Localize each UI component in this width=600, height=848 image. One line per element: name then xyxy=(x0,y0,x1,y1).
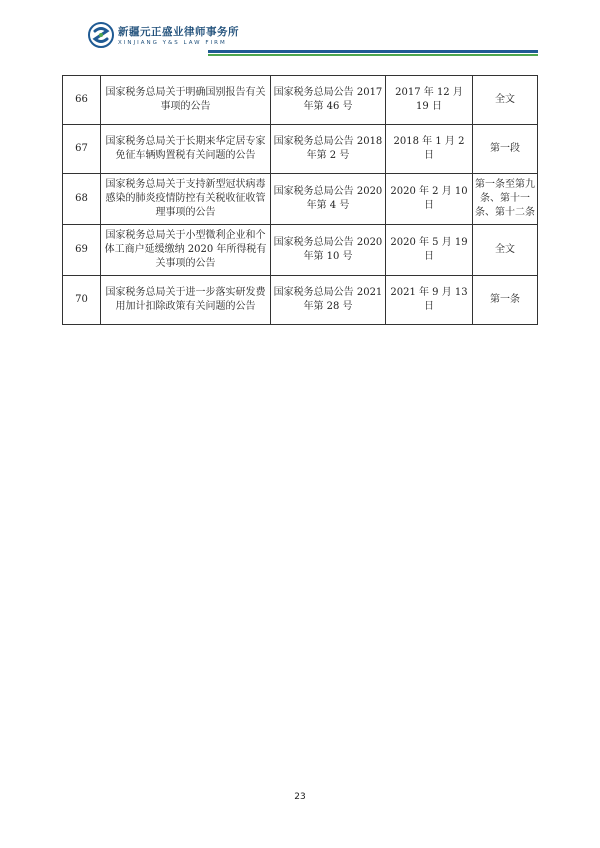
table-row xyxy=(63,125,538,174)
repeal-scope: 第一条 xyxy=(473,276,538,325)
table-row xyxy=(63,174,538,225)
row-number: 70 xyxy=(63,276,101,325)
brand-name-cn: 新疆元正盛业律师事务所 xyxy=(118,26,239,38)
row-number: 68 xyxy=(63,174,101,225)
issue-date: 2020 年 2 月 10 日 xyxy=(386,174,473,225)
header-rule-green xyxy=(208,54,538,56)
repeal-scope: 第一段 xyxy=(473,125,538,174)
document-number: 国家税务总局公告 2020 年第 4 号 xyxy=(271,174,386,225)
document-title: 国家税务总局关于支持新型冠状病毒感染的肺炎疫情防控有关税收征收管理事项的公告 xyxy=(101,174,271,225)
brand-name-en: XINJIANG Y&S LAW FIRM xyxy=(118,40,227,46)
issue-date: 2017 年 12 月 19 日 xyxy=(386,76,473,125)
document-number: 国家税务总局公告 2020 年第 10 号 xyxy=(271,225,386,276)
table-row xyxy=(63,276,538,325)
document-title: 国家税务总局关于进一步落实研发费用加计扣除政策有关问题的公告 xyxy=(101,276,271,325)
document-title: 国家税务总局关于小型微利企业和个体工商户延缓缴纳 2020 年所得税有关事项的公告 xyxy=(101,225,271,276)
table-row xyxy=(63,76,538,125)
law-firm-logo-icon xyxy=(88,22,114,48)
document-number: 国家税务总局公告 2018 年第 2 号 xyxy=(271,125,386,174)
page-header xyxy=(88,20,538,60)
issue-date: 2021 年 9 月 13 日 xyxy=(386,276,473,325)
document-number: 国家税务总局公告 2017 年第 46 号 xyxy=(271,76,386,125)
document-title: 国家税务总局关于明确国别报告有关事项的公告 xyxy=(101,76,271,125)
row-number: 69 xyxy=(63,225,101,276)
issue-date: 2020 年 5 月 19 日 xyxy=(386,225,473,276)
repeal-scope: 全文 xyxy=(473,225,538,276)
row-number: 66 xyxy=(63,76,101,125)
repeal-scope: 全文 xyxy=(473,76,538,125)
issue-date: 2018 年 1 月 2 日 xyxy=(386,125,473,174)
document-number: 国家税务总局公告 2021 年第 28 号 xyxy=(271,276,386,325)
document-title: 国家税务总局关于长期来华定居专家免征车辆购置税有关问题的公告 xyxy=(101,125,271,174)
header-rule-blue xyxy=(208,50,538,53)
row-number: 67 xyxy=(63,125,101,174)
page-number: 23 xyxy=(294,792,306,802)
regulations-table xyxy=(62,75,538,325)
repeal-scope: 第一条至第九条、第十一条、第十二条 xyxy=(473,174,538,225)
table-row xyxy=(63,225,538,276)
